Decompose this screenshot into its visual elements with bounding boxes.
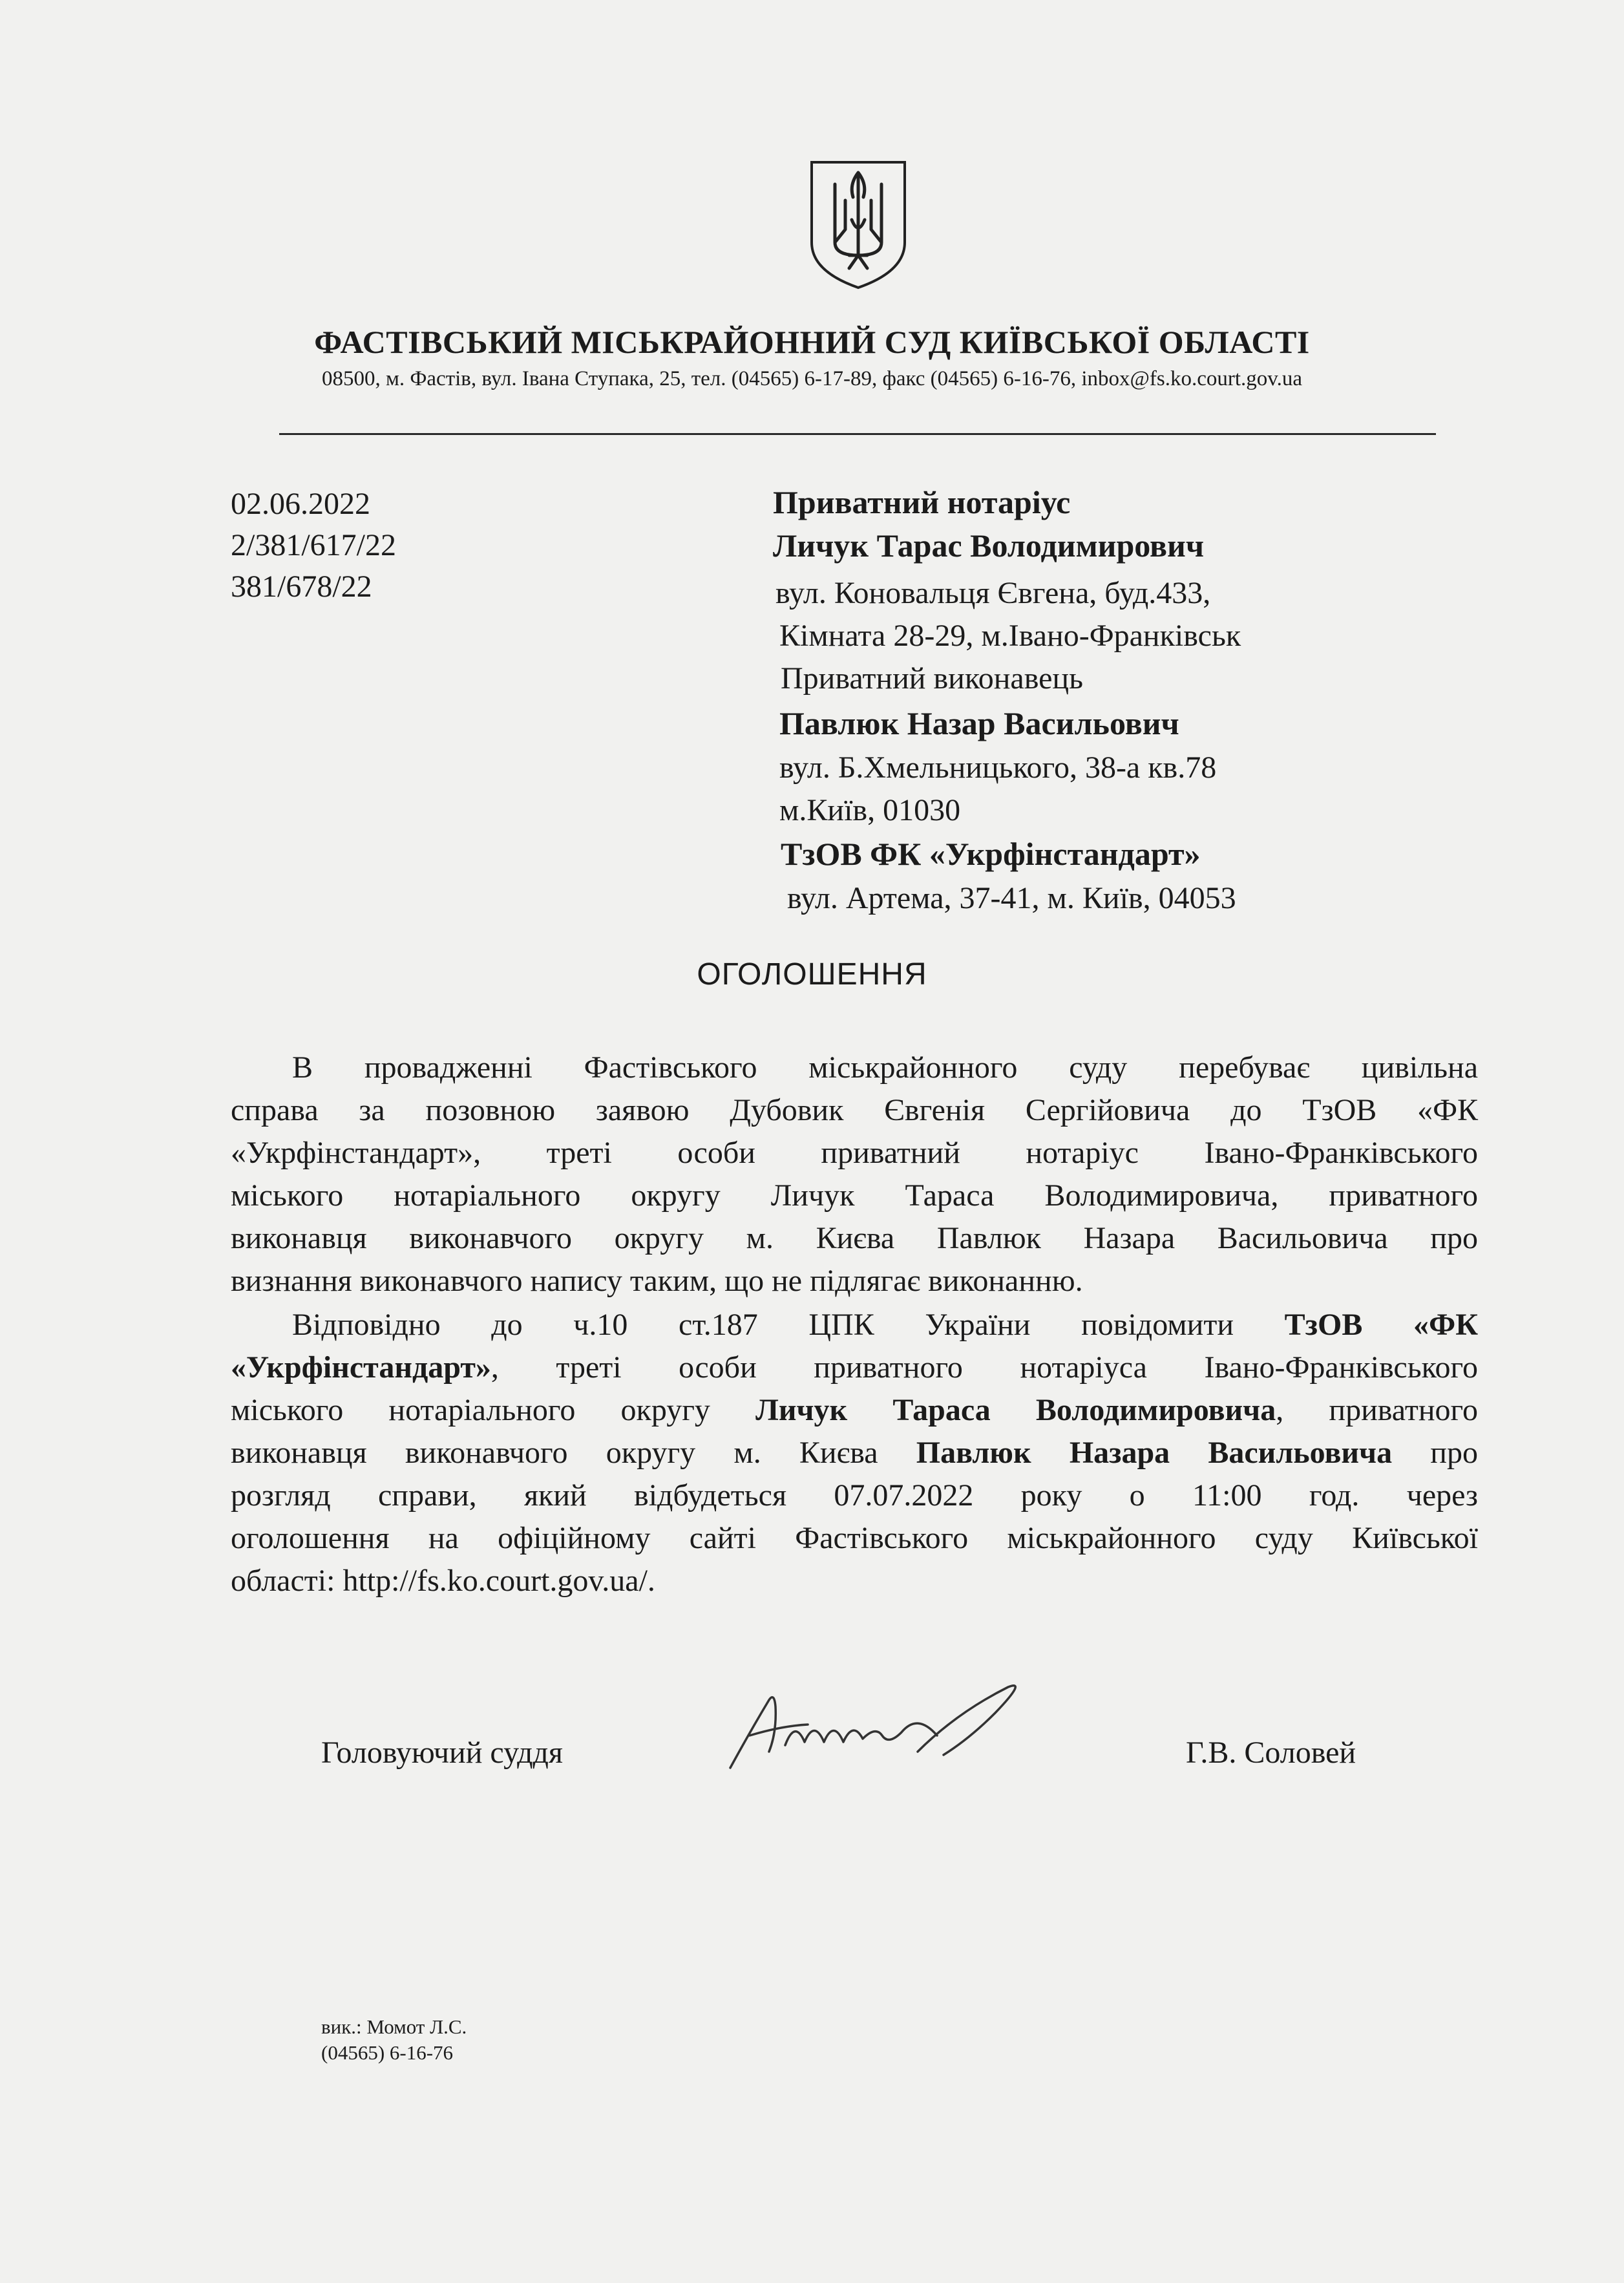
- body-text: виконавця виконавчого округу м. Києва: [231, 1436, 916, 1470]
- signatory-name: Г.В. Соловей: [1186, 1736, 1356, 1770]
- header-divider: [279, 433, 1436, 435]
- body-line: [231, 1390, 1478, 1431]
- addressee-address-line: Кімната 28-29, м.Івано-Франківськ: [779, 619, 1241, 653]
- body-text-bold: «Укрфінстандарт»: [231, 1350, 491, 1385]
- addressee-address-line: вул. Артема, 37-41, м. Київ, 04053: [787, 881, 1236, 915]
- body-text-bold: Личук Тараса Володимировича: [755, 1393, 1276, 1427]
- document-title: ОГОЛОШЕННЯ: [697, 957, 927, 992]
- addressee-name-notary: Личук Тарас Володимирович: [773, 527, 1205, 564]
- executor-phone: (04565) 6-16-76: [321, 2041, 454, 2064]
- addressee-role-notary: Приватний нотаріус: [773, 484, 1071, 520]
- body-text: про: [1392, 1436, 1478, 1470]
- body-text: , приватного: [1276, 1393, 1479, 1427]
- case-number: 2/381/617/22: [231, 528, 397, 562]
- body-line: оголошення на офіційному сайті Фастівського міськрайонного суду Київської: [231, 1521, 1478, 1555]
- body-line: розгляд справи, який відбудеться 07.07.2022 року о 11:00 год. через: [231, 1478, 1478, 1513]
- body-text: , треті особи приватного нотаріуса Івано-Франківського: [490, 1350, 1478, 1385]
- signatory-role: Головуючий суддя: [321, 1736, 563, 1770]
- court-name: ФАСТІВСЬКИЙ МІСЬКРАЙОННИЙ СУД КИЇВСЬКОЇ ОБЛАСТІ: [314, 324, 1310, 360]
- body-line: [292, 1304, 1478, 1346]
- body-text: Відповідно до ч.10 ст.187 ЦПК України повідомити: [292, 1308, 1285, 1342]
- proceeding-number: 381/678/22: [231, 569, 372, 604]
- addressee-address-line: вул. Коновальця Євгена, буд.433,: [775, 576, 1211, 610]
- body-line: В провадженні Фастівського міськрайонного суду перебуває цивільна: [292, 1050, 1478, 1085]
- body-line: виконавця виконавчого округу м. Києва Павлюк Назара Васильовича про: [231, 1221, 1478, 1255]
- coat-of-arms-icon: [807, 158, 910, 291]
- addressee-name-executor: Павлюк Назар Васильович: [779, 705, 1179, 741]
- executor-name: вик.: Момот Л.С.: [321, 2015, 467, 2038]
- body-line: [231, 1347, 1478, 1388]
- court-address: 08500, м. Фастів, вул. Івана Ступака, 25, тел. (04565) 6-17-89, факс (04565) 6-16-76, inbox@fs.ko.court.gov.ua: [321, 367, 1303, 390]
- body-line: «Укрфінстандарт», треті особи приватний нотаріус Івано-Франківського: [231, 1136, 1478, 1170]
- document-date: 02.06.2022: [231, 487, 370, 521]
- handwritten-signature: [724, 1674, 1060, 1778]
- body-line: області: http://fs.ko.court.gov.ua/.: [231, 1564, 655, 1598]
- body-text-bold: Павлюк Назара Васильовича: [916, 1436, 1393, 1470]
- body-line: [231, 1432, 1478, 1474]
- body-line: міського нотаріального округу Личук Тараса Володимировича, приватного: [231, 1178, 1478, 1213]
- body-line: справа за позовною заявою Дубовик Євгенія Сергійовича до ТзОВ «ФК: [231, 1093, 1478, 1127]
- addressee-address-line: м.Київ, 01030: [779, 793, 961, 827]
- body-text: міського нотаріального округу: [231, 1393, 756, 1427]
- addressee-role-executor: Приватний виконавець: [781, 661, 1083, 696]
- addressee-name-company: ТзОВ ФК «Укрфінстандарт»: [781, 836, 1201, 872]
- addressee-address-line: вул. Б.Хмельницького, 38-а кв.78: [779, 750, 1217, 785]
- body-text-bold: ТзОВ «ФК: [1284, 1308, 1479, 1342]
- body-line: визнання виконавчого напису таким, що не підлягає виконанню.: [231, 1264, 1083, 1298]
